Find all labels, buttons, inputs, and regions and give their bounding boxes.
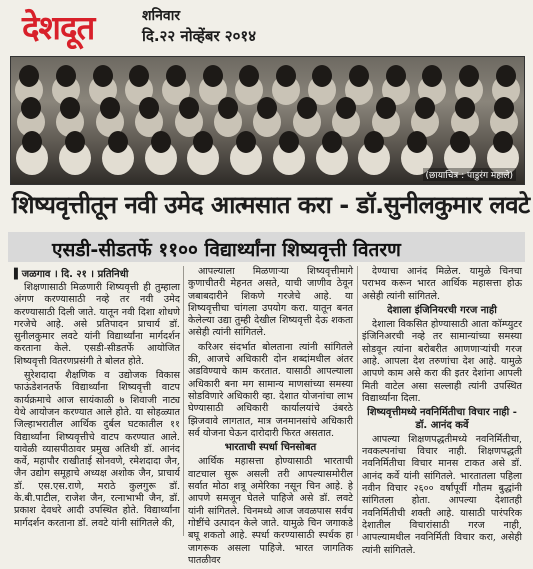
group-photo xyxy=(10,56,525,185)
column-divider xyxy=(183,266,184,536)
article-paragraph: देण्याचा आनंद मिळेल. यामुळे चिनचा पराभव करून भारत आर्थिक महासत्ता होऊ असेही त्यांनी सांगितले. xyxy=(362,266,522,302)
photo-middle-row xyxy=(11,97,524,119)
masthead xyxy=(0,0,533,52)
article-paragraph: आर्थिक महासत्ता होण्यासाठी भारताची वाटचाल सुरू असली तरी आपल्यासमोरील सर्वात मोठा शत्रू अमेरिका नसून चिन आहे. हे आपणे समजून घेतले पाहिजे असे डॉ. लवटे यांनी सांगितले. चिनमध्ये आज जवळपास सर्वच गोष्टींचे उत्पादन केले जाते. यामुळे चिन जगाकडे बघू शकतो आहे. स्पर्धा करण्यासाठी स्पर्धक हा जागरूक असला पाहिजे. भारत जागतिक पातळीवर xyxy=(188,456,353,566)
article-paragraph: देशाला विकसित होण्यासाठी आता कॉम्प्युटर इंजिनिअरची नव्हे तर सामान्यांच्या समस्या सोडवून त्यांना बरोबरीत आणणाऱ्यांची गरज आहे. आपला देश तरुणांचा देश आहे. यामुळे आपणे काम असे करा की इतर देशांना आपली मिती वाटेल असा सल्लाही त्यांनी उपस्थित विद्यार्थ्यांना दिला. xyxy=(362,319,523,404)
article-column-1 xyxy=(14,282,180,532)
article-column-2 xyxy=(188,266,353,569)
dateline: ▌जळगाव । दि. २१ । प्रतिनिधी xyxy=(14,269,129,280)
article-paragraph: आपल्या शिक्षणपद्धतीमध्ये नवनिर्मितीचा, नवकल्पनांचा विचार नाही. शिक्षणपद्धती नवनिर्मितीचा विचार मानस टाकत असे डॉ. आनंद कर्वे यांनी सांगितले. भारतातला पहिला नवीन विचार २६०० वर्षांपूर्वी गौतम बुद्धांनी सांगितला होता. आपल्या देशातही नवनिर्मितीची शक्ती आहे. यासाठी पारंपरिक देशातील विचारांसाठी गरज नाही, आपल्यामधील नवनिर्मिती विचार करा, असेही त्यांनी सांगितले. xyxy=(362,433,522,556)
article-paragraph: आपल्याला मिळणाऱ्या शिष्यवृत्तीमागे कुणाचीतरी मेहनत असते, याची जाणीव ठेवून जबाबदारीने शिकणे गरजेचे आहे. या शिष्यवृत्तीचा चांगला उपयोग करा. यातून बनत केलेल्या उद्या तुम्ही देखील शिष्यवृत्ती देऊ शकता असेही त्यांनी सांगितले. xyxy=(188,266,353,339)
column-divider xyxy=(357,266,358,536)
headline: शिष्यवृत्तीतून नवी उमेद आत्मसात करा - डॉ.सुनीलकुमार लवटे xyxy=(12,191,530,219)
publication-date: दि.२२ नोव्हेंबर २०१४ xyxy=(142,27,257,45)
photo-caption: (छायाचित्र : पाडुरंग महाले) xyxy=(423,168,516,181)
photo-back-row xyxy=(11,65,524,87)
article-paragraph: करिअर संदर्भात बोलताना त्यांनी सांगितले की, आजचे अधिकारी दोन शब्दांमधील अंतर अडविण्याचे काम करतात. यासाठी आपल्याला अधिकारी बना मग सामान्य माणसांच्या समस्या सोडविणारे अधिकारी व्हा. देशात योजनांचा लाभ घेण्यासाठी अधिकारी कार्यालयांचे उंबरठे झिजवावे लागतात, मात्र जनमानसांचे अधिकारी सर्व योजना घेऊन दारोदारी फिरत असतात. xyxy=(188,341,353,439)
article-paragraph: सुरेशदादा शैक्षणिक व उद्योजक विकास फाऊंडेशनतर्फे विद्यार्थ्यांना शिष्यवृत्ती वाटप कार्यक्रमाचे आज सायंकाळी ७ शिवाजी नाट्य येथे आयोजन करण्यात आले होते. या सोहळ्यात जिल्हाभरातील आर्थिक दुर्बल घटकातील ११ विद्यार्थ्यांना शिष्यवृत्तीचे वाटप करण्यात आले. यावेळी व्यासपीठावर प्रमुख अतिथी डॉ. आनंद कर्वे, महापौर राखीताई सोनवणे, रमेशदादा जैन, जैन उद्योग समूहाचे अध्यक्ष अशोक जैन, प्राचार्य डॉ. एस.एस.राणे, मराठे कुलगुरू डॉ. के.बी.पाटील, राजेश जैन, रत्नाभाभी जैन, डॉ. प्रकाश देवधरे आदी उपस्थित होते. विद्यार्थ्यांना मार्गदर्शन करताना डॉ. लवटे यांनी सांगितले की, xyxy=(14,370,180,529)
article-paragraph: शिक्षणासाठी मिळणारी शिष्यवृत्ती ही तुम्हाला अंगण करण्यासाठी नव्हे तर नवी उमेद करण्यासाठी दिली जाते. यातून नवी दिशा शोधणे गरजेचे आहे. असे प्रतिपादन प्राचार्य डॉ. सुनीलकुमार लवटे यांनी विद्यार्थ्यांना मार्गदर्शन करताना केले. एसडी-सीडतर्फे आयोजित शिष्यवृत्ती वितरणप्रसंगी ते बोलत होते. xyxy=(14,282,180,367)
newspaper-logo: देशदूत xyxy=(22,8,95,47)
photo-front-row xyxy=(11,131,524,153)
publication-day: शनिवार xyxy=(142,8,181,24)
section-heading: भारताची स्पर्धा चिनसोबत xyxy=(224,442,317,454)
section-heading: शिष्यवृत्तीमध्ये नवनिर्मितीचा विचार नाही - डॉ. आनंद कर्वे xyxy=(367,407,517,431)
section-heading: देशाला इंजिनियरची गरज नाही xyxy=(387,304,497,316)
article-column-3 xyxy=(362,266,522,559)
subheadline: एसडी-सीडतर्फे ११०० विद्यार्थ्यांना शिष्यवृत्ती वितरण xyxy=(52,239,401,261)
